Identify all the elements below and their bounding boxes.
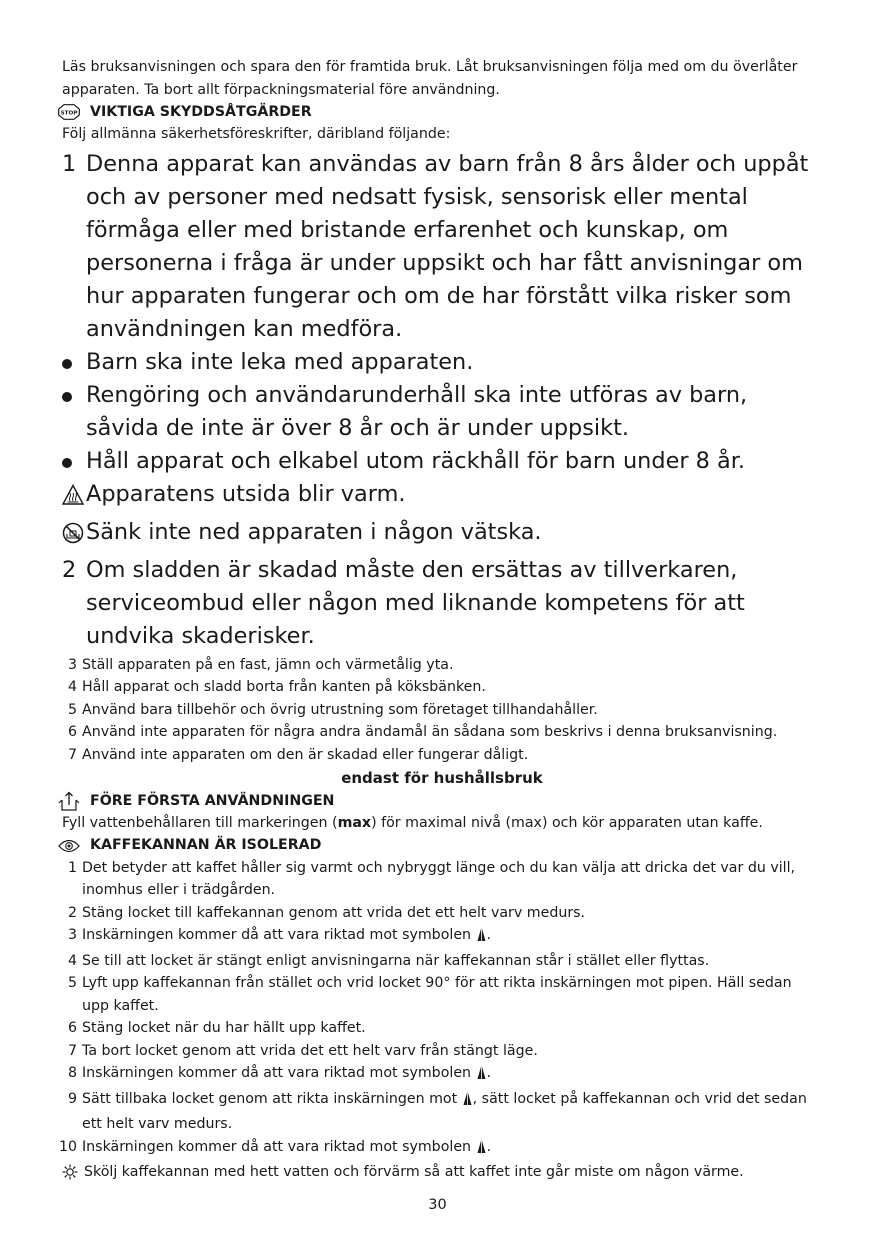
tip-text: Skölj kaffekannan med hett vatten och förvärm så att kaffet inte går miste om någon värme. [84, 1164, 744, 1180]
lid-notch-symbol-icon [463, 1090, 472, 1114]
list-item [62, 1088, 822, 1136]
item-text: Ställ apparaten på en fast, jämn och värmetålig yta. [82, 656, 454, 673]
item-text-part: . [486, 1065, 492, 1081]
safety-bullet-reach [62, 445, 822, 478]
list-item [58, 1136, 822, 1162]
list-item [62, 654, 822, 677]
item-text: Håll apparat och sladd borta från kanten på köksbänken. [82, 679, 486, 695]
item-number: 6 [67, 1020, 77, 1036]
safety-bullet-cleaning [62, 379, 822, 445]
item-text: Rengöring och användarunderhåll ska inte utföras av barn, såvida de inte är över 8 år och är under uppsikt. [86, 381, 748, 441]
max-marking: max [337, 815, 372, 831]
safety-item-1 [62, 148, 822, 346]
insulated-list [58, 857, 822, 1162]
item-text [82, 1040, 822, 1063]
small-safety-list [62, 654, 822, 767]
insulated-title: KAFFEKANNAN ÄR ISOLERAD [90, 837, 322, 854]
sun-tip-icon [62, 1161, 84, 1188]
item-number: 2 [62, 556, 77, 583]
safety-no-immerse [62, 516, 822, 554]
intro-text: Läs bruksanvisningen och spara den för framtida bruk. Låt bruksanvisningen följa med om du överlåter apparaten. Ta bort allt förpackningsmaterial före användning. [62, 59, 798, 98]
tip-row [62, 1161, 822, 1188]
item-number: 5 [67, 701, 77, 718]
stop-icon-label: STOP [60, 110, 78, 117]
item-text: Om sladden är skadad måste den ersättas av tillverkaren, serviceombud eller någon med liknande kompetens för att undvika skaderisker. [86, 556, 745, 649]
first-use-title: FÖRE FÖRSTA ANVÄNDNINGEN [90, 792, 335, 809]
list-item [62, 744, 822, 767]
item-text-part: . [486, 927, 492, 943]
item-text: Använd inte apparaten om den är skadad eller fungerar dåligt. [82, 746, 529, 763]
item-number: 3 [67, 927, 77, 943]
item-text-part: Stäng locket till kaffekannan genom att vrida det ett helt varv medurs. [82, 904, 586, 921]
list-item [62, 972, 822, 1017]
unpack-box-icon [58, 792, 80, 810]
safety-subtitle: Följ allmänna säkerhetsföreskrifter, däribland följande: [62, 126, 451, 142]
list-item [62, 1062, 822, 1088]
item-text-part: Lyft upp kaffekannan från stället och vrid locket 90° för att rikta inskärningen mot pipen. Häll sedan upp kaffet. [82, 975, 792, 1014]
item-text-part: Det betyder att kaffet håller sig varmt och nybryggt länge och du kan välja att dricka det var du vill, inomhus eller i trädgården. [82, 859, 796, 898]
first-use-text-start: Fyll vattenbehållaren till markeringen ( [62, 815, 338, 831]
item-number: 1 [62, 150, 77, 177]
item-text [82, 924, 822, 950]
item-text-part: , sätt locket på kaffekannan och vrid det sedan ett helt varv medurs. [82, 1090, 807, 1132]
item-text: Håll apparat och elkabel utom räckhåll för barn under 8 år. [86, 447, 746, 474]
bullet-icon [62, 359, 72, 369]
item-number: 1 [67, 859, 77, 876]
page-number: 30 [428, 1197, 447, 1213]
list-item [62, 857, 822, 902]
item-text: Barn ska inte leka med apparaten. [86, 348, 474, 375]
item-text [82, 1017, 822, 1040]
item-text [82, 972, 822, 1017]
item-text [82, 1062, 822, 1088]
lid-notch-symbol-icon [477, 1064, 486, 1088]
bullet-icon [62, 458, 72, 468]
item-text: Använd bara tillbehör och övrig utrustning som företaget tillhandahåller. [82, 701, 598, 718]
list-item [62, 676, 822, 699]
item-text: Apparatens utsida blir varm. [86, 480, 406, 507]
item-text [82, 1088, 822, 1136]
item-text-part: Inskärningen kommer då att vara riktad mot symbolen [82, 1065, 476, 1081]
list-item [62, 1040, 822, 1063]
item-number: 6 [67, 724, 77, 740]
household-use-note: endast för hushållsbruk [341, 769, 543, 787]
item-text-part: Ta bort locket genom att vrida det ett helt varv från stängt läge. [82, 1042, 538, 1059]
first-use-text-end: ) för maximal nivå (max) och kör apparaten utan kaffe. [371, 815, 763, 831]
item-text-part: . [486, 1138, 492, 1155]
item-number: 7 [67, 1042, 77, 1059]
item-text-part: Inskärningen kommer då att vara riktad mot symbolen [82, 927, 476, 943]
eye-icon [58, 837, 80, 855]
item-number: 7 [67, 746, 77, 763]
hot-surface-icon [62, 478, 86, 516]
item-number: 3 [67, 656, 77, 673]
item-text [82, 1136, 822, 1162]
item-text: Använd inte apparaten för några andra ändamål än sådana som beskrivs i denna bruksanvisning. [82, 724, 778, 740]
item-text-part: Se till att locket är stängt enligt anvisningarna när kaffekannan står i stället eller flyttas. [82, 952, 710, 969]
list-item [62, 902, 822, 925]
item-number: 5 [67, 975, 77, 991]
first-use-heading [62, 790, 822, 812]
item-text [82, 857, 822, 902]
item-number: 8 [67, 1065, 77, 1081]
list-item [62, 950, 822, 973]
first-use-text [62, 812, 822, 835]
big-safety-list [62, 148, 822, 653]
stop-icon [58, 103, 80, 121]
item-number: 10 [58, 1138, 77, 1155]
item-text-part: Inskärningen kommer då att vara riktad mot symbolen [82, 1138, 476, 1155]
item-number: 9 [67, 1090, 77, 1107]
insulated-heading [62, 835, 822, 857]
lid-notch-symbol-icon [477, 1138, 486, 1162]
item-number: 4 [67, 952, 77, 969]
lid-notch-symbol-icon [477, 926, 486, 950]
item-text-part: Stäng locket när du har hällt upp kaffet. [82, 1020, 366, 1036]
safety-hot-surface [62, 478, 822, 516]
safety-title: VIKTIGA SKYDDSÅTGÄRDER [90, 103, 312, 120]
item-number: 2 [67, 904, 77, 921]
safety-heading [62, 101, 822, 123]
item-text [82, 950, 822, 973]
safety-item-2 [62, 554, 822, 653]
list-item [62, 699, 822, 722]
safety-bullet-children [62, 346, 822, 379]
item-text: Denna apparat kan användas av barn från 8 års ålder och uppåt och av personer med nedsatt fysisk, sensorisk eller mental förmåga eller med bristande erfarenhet och kunskap, om personerna i fråga är under uppsikt och har fått anvisningar om hur apparaten fungerar och om de har förstått vilka risker som användningen kan medföra. [86, 150, 809, 342]
bullet-icon [62, 392, 72, 402]
no-immerse-icon [62, 516, 86, 554]
item-text-part: Sätt tillbaka locket genom att rikta inskärningen mot [82, 1090, 462, 1107]
list-item [62, 1017, 822, 1040]
list-item [62, 924, 822, 950]
item-number: 4 [67, 679, 77, 695]
list-item [62, 721, 822, 744]
item-text: Sänk inte ned apparaten i någon vätska. [86, 518, 542, 545]
item-text [82, 902, 822, 925]
